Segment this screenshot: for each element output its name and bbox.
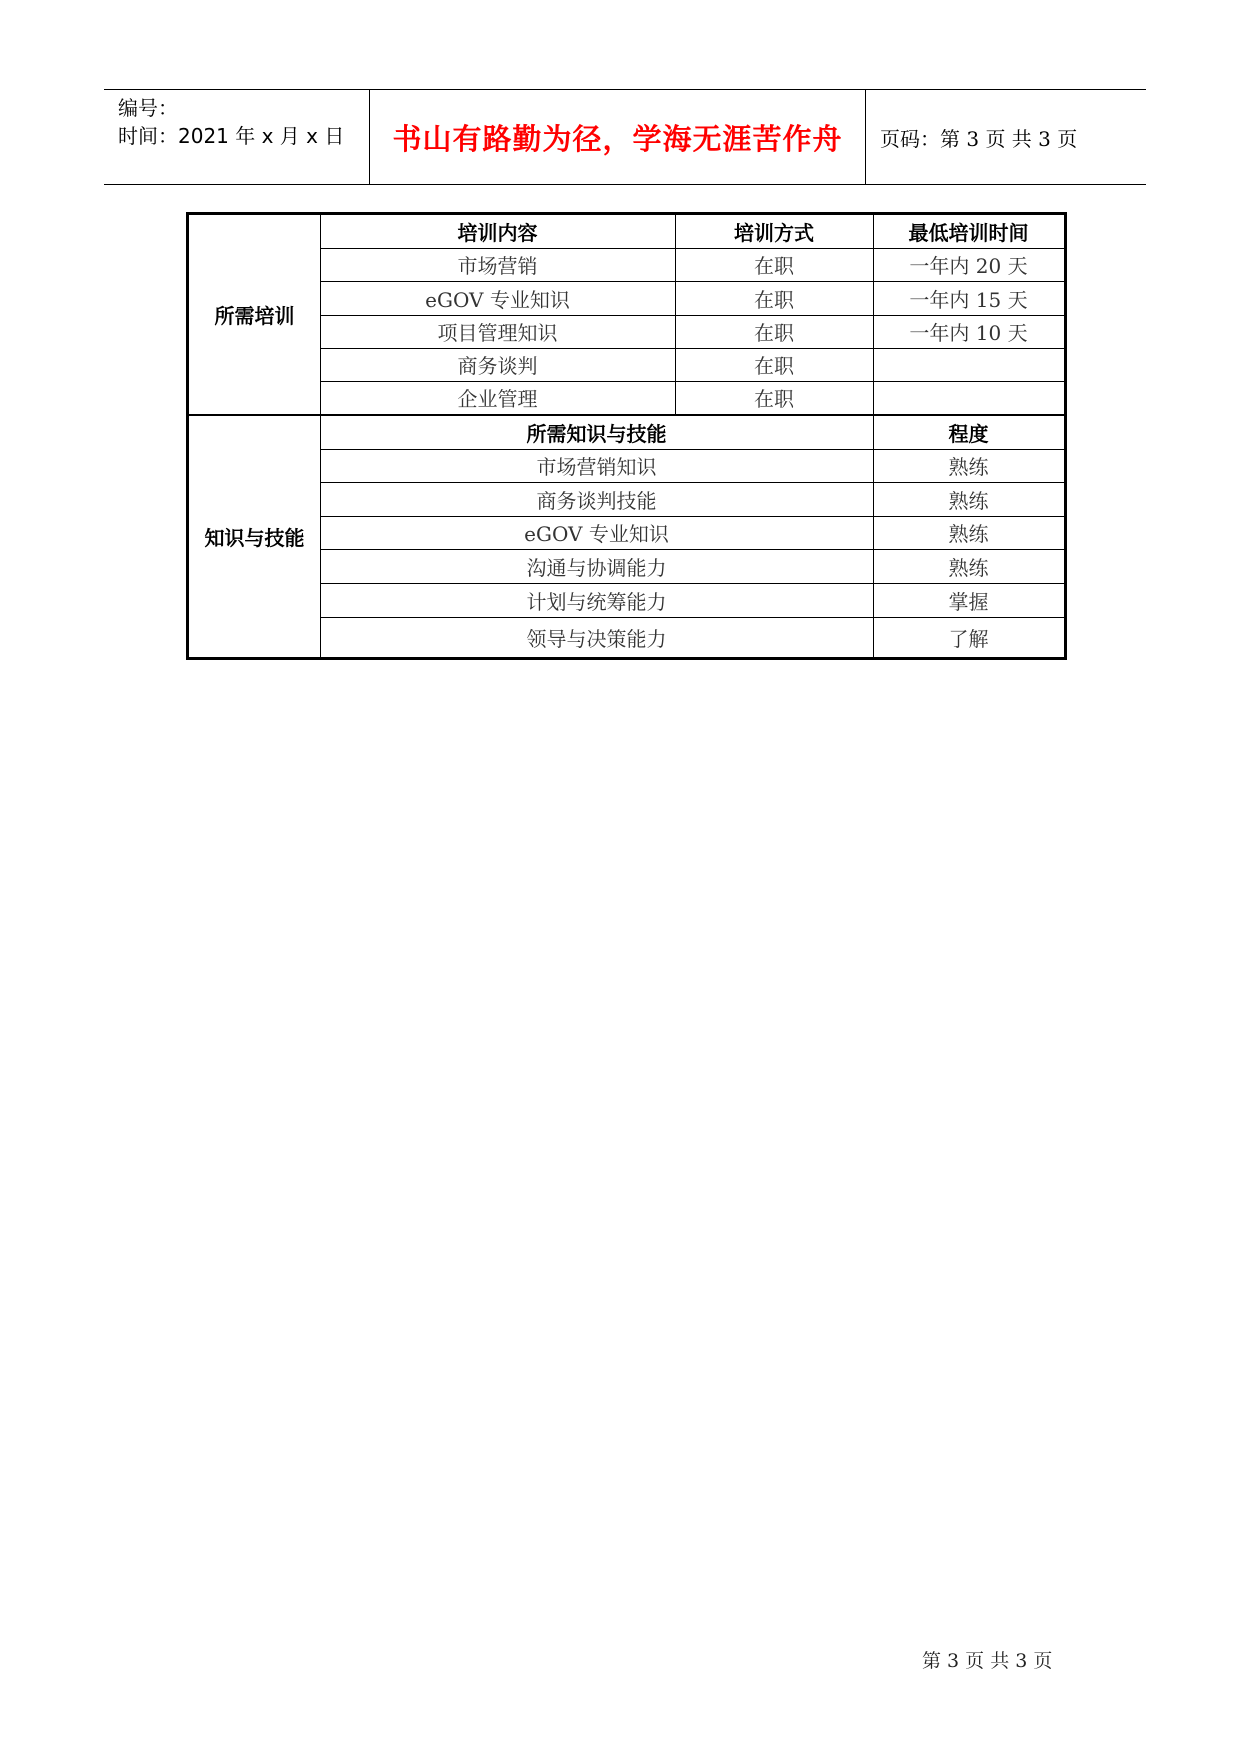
training-time-cell: 一年内 10 天 <box>909 321 1028 345</box>
skill-name-cell: 商务谈判技能 <box>536 488 657 513</box>
training-time-header: 最低培训时间 <box>908 221 1029 245</box>
training-content-header: 培训内容 <box>457 221 538 245</box>
training-method-cell: 在职 <box>754 387 794 411</box>
training-content-cell: 项目管理知识 <box>437 321 558 345</box>
training-method-cell: 在职 <box>754 254 794 278</box>
skill-name-cell: 沟通与协调能力 <box>526 555 667 580</box>
skill-level-cell: 熟练 <box>948 522 989 546</box>
training-method-cell: 在职 <box>754 354 794 378</box>
skill-level-cell: 熟练 <box>948 488 989 513</box>
skill-name-cell: 计划与统筹能力 <box>526 589 667 614</box>
header-page-cell <box>866 90 1146 184</box>
skills-section-label: 知识与技能 <box>204 526 305 550</box>
training-time-cell <box>873 348 1064 381</box>
skill-level-cell: 了解 <box>948 626 989 651</box>
skills-level-header: 程度 <box>948 422 989 446</box>
document-number-label: 编号： <box>118 96 178 120</box>
training-time-cell: 一年内 15 天 <box>909 287 1028 312</box>
skill-level-cell: 熟练 <box>948 555 989 580</box>
training-content-cell: 市场营销 <box>457 254 538 278</box>
skill-name-cell: 市场营销知识 <box>536 455 657 479</box>
requirements-table <box>186 212 1067 660</box>
document-header <box>104 89 1146 185</box>
header-info-cell <box>104 90 370 184</box>
skill-level-cell: 掌握 <box>948 589 989 614</box>
training-section-label: 所需培训 <box>214 304 295 328</box>
skill-level-cell: 熟练 <box>948 455 989 479</box>
skills-name-header: 所需知识与技能 <box>526 422 667 446</box>
training-content-cell: eGOV 专业知识 <box>425 287 570 312</box>
skill-name-cell: 领导与决策能力 <box>526 626 667 651</box>
training-time-cell <box>873 381 1064 414</box>
motto-text: 书山有路勤为径，学海无涯苦作舟 <box>392 121 843 156</box>
page-code: 页码：第 3 页 共 3 页 <box>880 126 1078 151</box>
page-footer: 第 3 页 共 3 页 <box>922 1650 1053 1672</box>
document-date-label: 时间：2021 年 x 月 x 日 <box>118 124 345 148</box>
skill-name-cell: eGOV 专业知识 <box>524 522 669 546</box>
training-content-cell: 企业管理 <box>457 387 538 411</box>
header-motto-cell <box>370 90 866 184</box>
training-method-cell: 在职 <box>754 321 794 345</box>
training-method-header: 培训方式 <box>734 221 814 245</box>
training-time-cell: 一年内 20 天 <box>909 254 1028 278</box>
training-content-cell: 商务谈判 <box>457 354 538 378</box>
training-method-cell: 在职 <box>754 287 794 312</box>
